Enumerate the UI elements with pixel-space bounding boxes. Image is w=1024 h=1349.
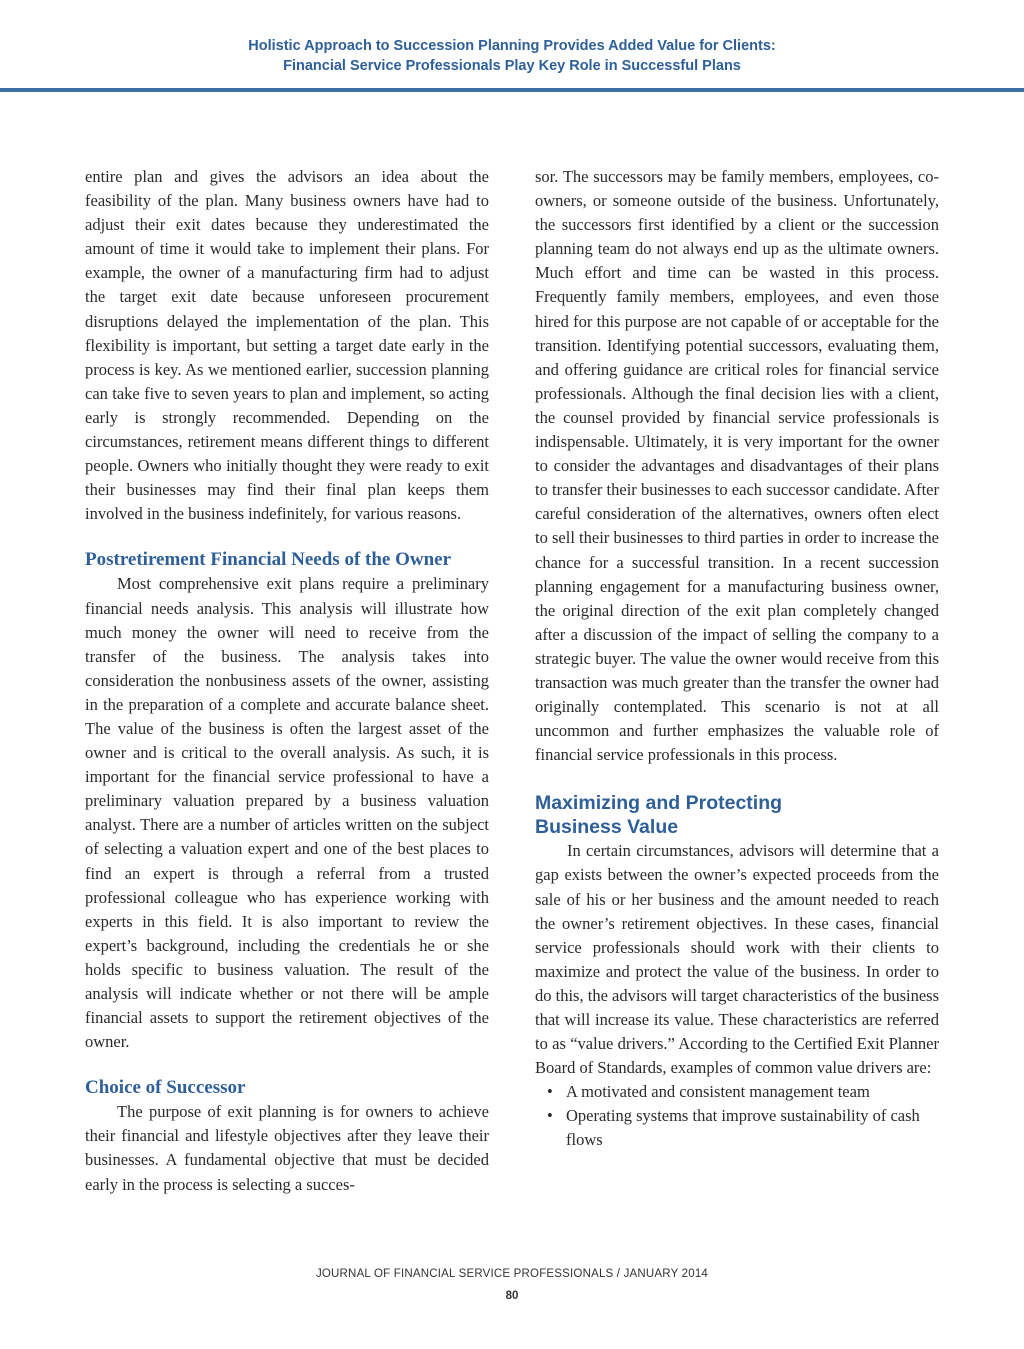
- value-drivers-list: [535, 1080, 939, 1152]
- paragraph-successor-continued: sor. The successors may be family members, employees, co-owners, or someone outside of the business. Unfortunately, the successors first identified by a client or the succession planning team do not always end up as the ultimate owners. Much effort and time can be wasted in this process. Frequently family members, employees, and even those hired for this purpose are not capable of or acceptable for the transition. Identifying potential successors, evaluating them, and offering guidance are critical roles for financial service professionals. Although the final decision lies with a client, the counsel provided by financial service professionals is indispensable. Ultimately, it is very important for the owner to consider the advantages and disadvantages of their plans to transfer their businesses to each successor candidate. After careful consideration of the alternatives, owners often elect to sell their businesses to third parties in order to increase the chance for a successful transition. In a recent succession planning engagement for a manufacturing business owner, the original direction of the exit plan completely changed after a discussion of the impact of selling the company to a strategic buyer. The value the owner would receive from this transaction was much greater than the transfer the owner had originally contemplated. This scenario is not at all uncommon and further emphasizes the valuable role of financial service professionals in this process.: [535, 167, 939, 765]
- left-column: [85, 165, 489, 1197]
- heading-line1: Maximizing and Protecting: [535, 792, 783, 815]
- section-heading-business-value: [535, 791, 939, 839]
- page-header: [0, 0, 1024, 92]
- header-divider: [0, 88, 1024, 92]
- header-title-line1: Holistic Approach to Succession Planning Provides Added Value for Clients:: [248, 38, 776, 54]
- header-title-line2: Financial Service Professionals Play Key Role in Successful Plans: [283, 58, 741, 74]
- paragraph-financial-needs: Most comprehensive exit plans require a preliminary financial needs analysis. This analysis will illustrate how much money the owner will need to receive from the transfer of the business. The analysis takes into consideration the nonbusiness assets of the owner, assisting in the preparation of a complete and accurate balance sheet. The value of the business is often the largest asset of the owner and is critical to the overall analysis. As such, it is important for the financial service professional to have a preliminary valuation prepared by a business valuation analyst. There are a number of articles written on the subject of selecting a valuation expert and one of the best places to find an expert is through a referral from a trusted professional colleague who has experience working with experts in this field. It is also important to review the expert’s background, including the credentials he or she holds specific to business valuation. The result of the analysis will indicate whether or not there will be ample financial assets to support the retirement objectives of the owner.: [85, 574, 489, 1052]
- page-number: 80: [505, 1290, 519, 1302]
- paragraph-continued: entire plan and gives the advisors an idea about the feasibility of the plan. Many business owners have had to adjust their exit dates because they underestimated the amount of time it would take to implement their plans. For example, the owner of a manufacturing firm had to adjust the target exit date because unforeseen procurement disruptions delayed the implementation of the plan. This flexibility is important, but setting a target date early in the process is key. As we mentioned earlier, succession planning can take five to seven years to plan and implement, so acting early is strongly recommended. Depending on the circumstances, retirement means different things to different people. Owners who initially thought they were ready to exit their businesses may find their final plan keeps them involved in the business indefinitely, for various reasons.: [85, 167, 489, 524]
- list-item: • A motivated and consistent management team: [535, 1080, 939, 1104]
- section-heading-successor: Choice of Successor: [85, 1077, 246, 1099]
- list-item: • Operating systems that improve sustainability of cash flows: [535, 1104, 939, 1152]
- footer-journal-title: JOURNAL OF FINANCIAL SERVICE PROFESSIONALS / JANUARY 2014: [315, 1268, 709, 1280]
- right-column: [535, 165, 939, 1153]
- section-heading-financial-needs: Postretirement Financial Needs of the Owner: [85, 549, 452, 571]
- heading-line2: Business Value: [535, 816, 679, 839]
- paragraph-successor: The purpose of exit planning is for owners to achieve their financial and lifestyle objectives after they leave their businesses. A fundamental objective that must be decided early in the process is selecting a succes-: [85, 1102, 489, 1194]
- paragraph-business-value: In certain circumstances, advisors will determine that a gap exists between the owner’s expected proceeds from the sale of his or her business and the amount needed to reach the owner’s retirement objectives. In these cases, financial service professionals should work with their clients to maximize and protect the value of the business. In order to do this, the advisors will target characteristics of the business that will increase its value. These characteristics are referred to as “value drivers.” According to the Certified Exit Planner Board of Standards, examples of common value drivers are:: [535, 841, 939, 1078]
